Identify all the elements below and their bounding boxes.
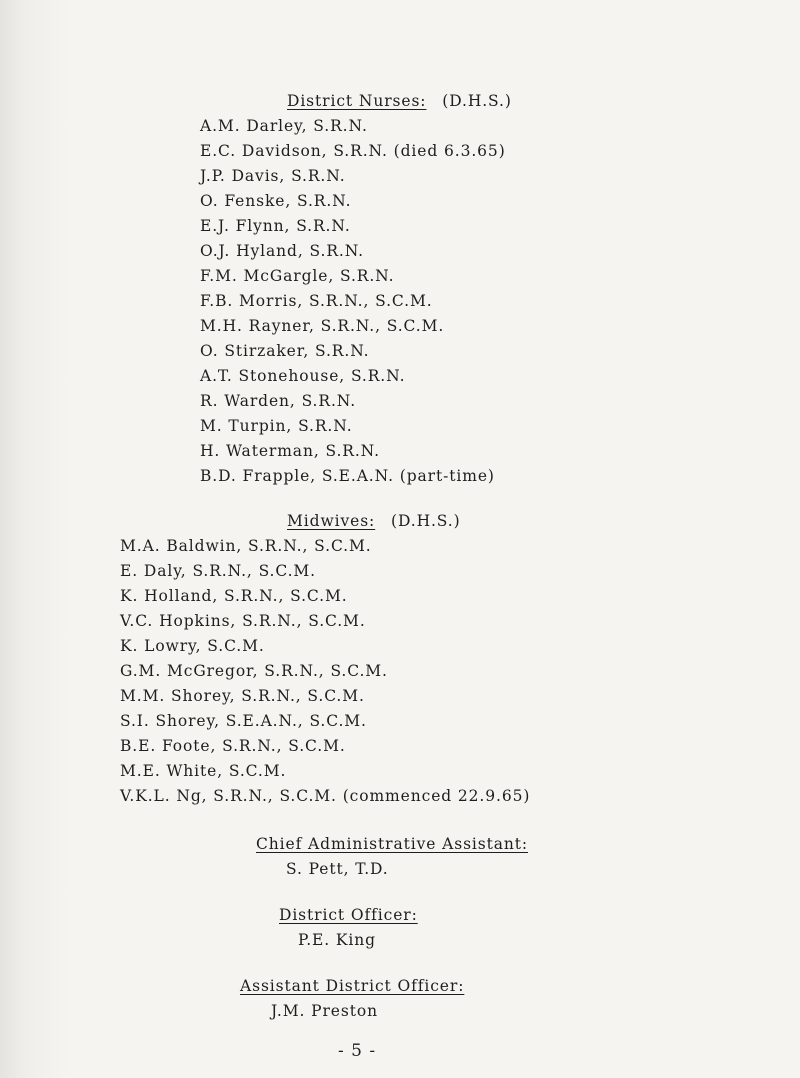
nurse-entry: M.H. Rayner, S.R.N., S.C.M. [200, 317, 445, 335]
nurse-entry: F.B. Morris, S.R.N., S.C.M. [200, 292, 433, 310]
district-nurses-title: District Nurses: [287, 92, 427, 110]
midwife-entry: E. Daly, S.R.N., S.C.M. [120, 562, 317, 580]
district-nurses-suffix: (D.H.S.) [442, 92, 512, 110]
midwife-entry: K. Lowry, S.C.M. [120, 637, 265, 655]
district-officer-name: P.E. King [298, 931, 376, 949]
district-nurses-heading [287, 90, 512, 112]
midwife-entry: B.E. Foote, S.R.N., S.C.M. [120, 737, 346, 755]
nurse-entry: O. Stirzaker, S.R.N. [200, 342, 370, 360]
nurse-entry: A.T. Stonehouse, S.R.N. [200, 367, 406, 385]
midwife-entry: G.M. McGregor, S.R.N., S.C.M. [120, 662, 388, 680]
district-officer-heading [279, 904, 418, 926]
chief-admin-heading [256, 833, 528, 855]
midwives-suffix: (D.H.S.) [391, 512, 461, 530]
assistant-district-officer-name: J.M. Preston [271, 1002, 378, 1020]
nurse-entry: J.P. Davis, S.R.N. [200, 167, 346, 185]
nurse-entry: O. Fenske, S.R.N. [200, 192, 352, 210]
midwife-entry: V.C. Hopkins, S.R.N., S.C.M. [120, 612, 366, 630]
nurse-entry: A.M. Darley, S.R.N. [200, 117, 368, 135]
midwife-entry: K. Holland, S.R.N., S.C.M. [120, 587, 348, 605]
nurse-entry: R. Warden, S.R.N. [200, 392, 357, 410]
nurse-entry: E.C. Davidson, S.R.N. (died 6.3.65) [200, 142, 506, 160]
nurse-entry: M. Turpin, S.R.N. [200, 417, 353, 435]
midwife-entry: S.I. Shorey, S.E.A.N., S.C.M. [120, 712, 367, 730]
assistant-district-officer-heading [240, 975, 464, 997]
nurse-entry: F.M. McGargle, S.R.N. [200, 267, 395, 285]
assistant-district-officer-title: Assistant District Officer: [240, 977, 465, 995]
midwives-heading [287, 510, 461, 532]
nurse-entry: O.J. Hyland, S.R.N. [200, 242, 365, 260]
midwife-entry: M.M. Shorey, S.R.N., S.C.M. [120, 687, 365, 705]
nurse-entry: B.D. Frapple, S.E.A.N. (part-time) [200, 467, 495, 485]
midwife-entry: V.K.L. Ng, S.R.N., S.C.M. (commenced 22.9.65) [120, 787, 531, 805]
nurse-entry: E.J. Flynn, S.R.N. [200, 217, 351, 235]
district-officer-title: District Officer: [279, 906, 418, 924]
chief-admin-title: Chief Administrative Assistant: [256, 835, 529, 853]
nurse-entry: H. Waterman, S.R.N. [200, 442, 380, 460]
page-number: - 5 - [338, 1041, 377, 1061]
midwives-title: Midwives: [287, 512, 376, 530]
midwife-entry: M.A. Baldwin, S.R.N., S.C.M. [120, 537, 372, 555]
midwife-entry: M.E. White, S.C.M. [120, 762, 287, 780]
chief-admin-name: S. Pett, T.D. [286, 860, 389, 878]
